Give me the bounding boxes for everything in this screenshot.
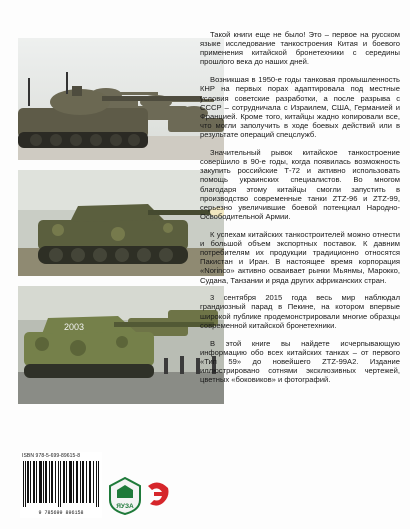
- photo-tanks-column: [18, 38, 224, 160]
- photo-tank-firing: [18, 170, 224, 276]
- photo-parade: [18, 286, 224, 404]
- yauza-logo-text: ЯУЗА: [116, 503, 134, 510]
- barcode-bars: [23, 461, 99, 507]
- eksmo-logo: [146, 480, 170, 510]
- annotation-text: [200, 30, 400, 393]
- isbn-barcode: [20, 452, 102, 518]
- paragraph-book-content: В этой книге вы найдете исчерпывающую информацию обо всех китайских танках – от первого «Тип 59» до новейшего ZTZ-99A2. Издание иллюстрировано сотнями эксклюзивных чертежей, цветных «боковиков» и фотографий.: [200, 338, 400, 385]
- paragraph-90s: Значительный рывок китайское танкостроение совершило в 90-е годы, когда появилась возможность закупить российские Т-72 и активно использовать помощь украинских специалистов. Во многом благодаря этому китайцы смогли запустить в производство современные танки ZTZ-96 и ZTZ-99, серьезно увеличившие боевой потенциал Народно-Освободительной Армии.: [200, 147, 400, 221]
- parade-tank-number: 2003: [64, 322, 85, 332]
- isbn-label: ISBN 978-5-699-89615-8: [22, 453, 81, 459]
- yauza-logo: [108, 476, 142, 516]
- paragraph-parade: 3 сентября 2015 года весь мир наблюдал грандиозный парад в Пекине, на котором впервые широкой публике продемонстрировали многие образцы современной китайской бронетехники.: [200, 293, 400, 330]
- paragraph-intro: Такой книги еще не было! Это – первое на русском языке исследование танкостроения Китая и боевого применения китайской бронетехники с середины прошлого века до наших дней.: [200, 30, 400, 67]
- barcode-digits: 9 785699 896158: [38, 510, 84, 516]
- paragraph-export: К успехам китайских танкостроителей можно отнести и большой объем экспортных поставок. К давним потребителям их продукции традиционно относятся Пакистан и Иран. В настоящее время корпорация «Norinco» активно осваивает рынки Мьянмы, Марокко, Судана, Танзании и ряда других африканских стран.: [200, 229, 400, 285]
- paragraph-history: Возникшая в 1950-е годы танковая промышленность КНР на первых порах адаптировала под местные условия советские разработки, а после разрыва с СССР – сотрудничала с Израилем, США, Германией и Францией. Кроме того, китайцы жадно копировали все, что могли заполучить в ходе боевых действий или в результате операций спецслужб.: [200, 75, 400, 140]
